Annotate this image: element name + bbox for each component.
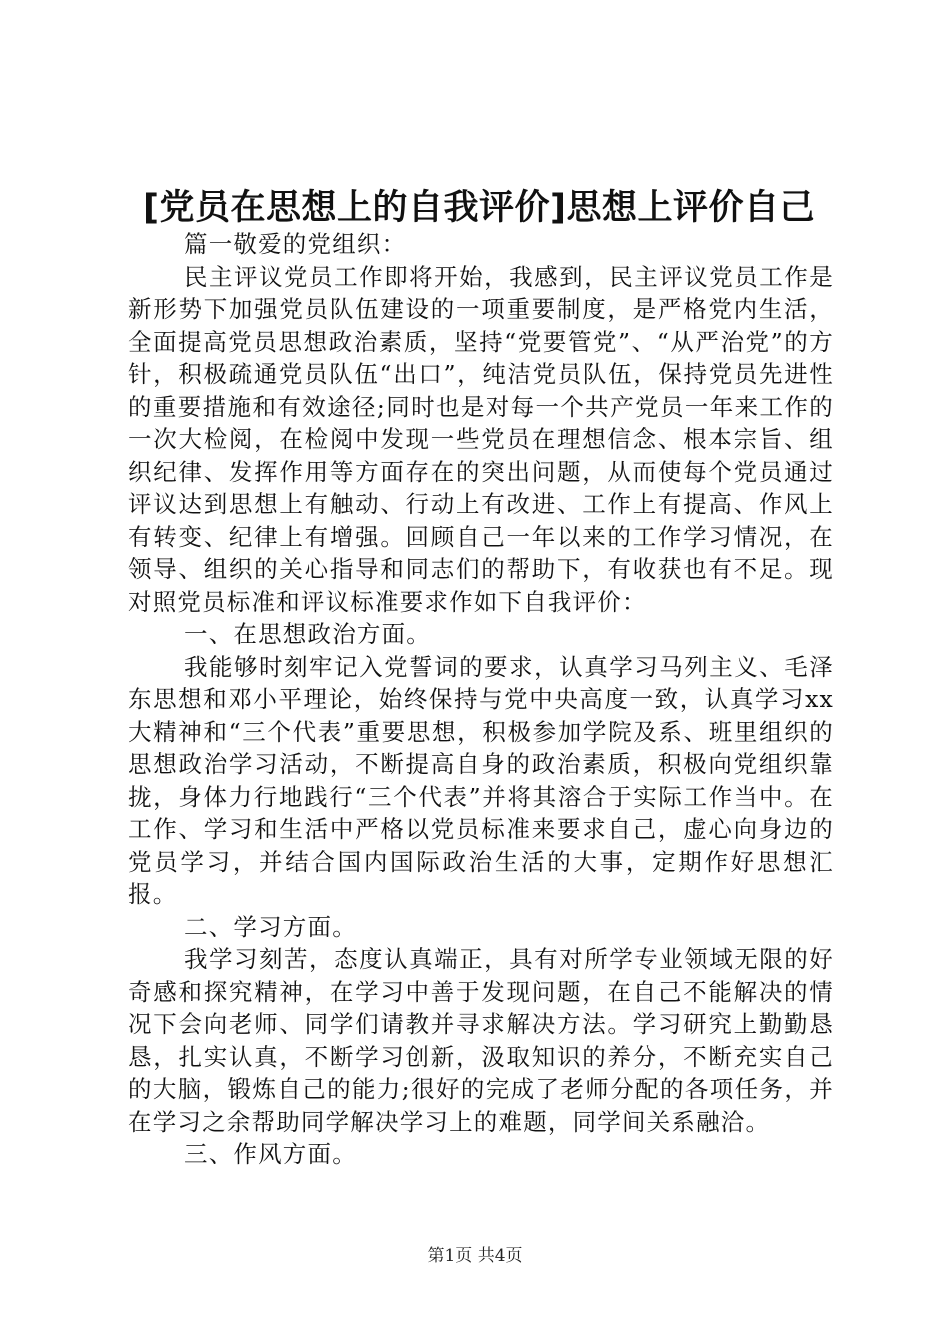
study-paragraph: 我学习刻苦，态度认真端正，具有对所学专业领域无限的好奇感和探究精神，在学习中善于发现问题，在自己不能解决的情况下会向老师、同学们请教并寻求解决方法。学习研究上勤勤恳恳，扎实认真，不断学习创新，汲取知识的养分，不断充实自己的大脑，锻炼自己的能力;很好的完成了老师分配的各项任务，并在学习之余帮助同学解决学习上的难题，同学间关系融洽。 — [128, 945, 834, 1136]
salutation-paragraph: 篇一敬爱的党组织： — [184, 230, 407, 258]
section-heading-study: 二、学习方面。 — [184, 912, 357, 941]
document-body — [128, 228, 834, 1171]
section-heading-style: 三、作风方面。 — [184, 1140, 357, 1168]
political-paragraph: 我能够时刻牢记入党誓词的要求，认真学习马列主义、毛泽东思想和邓小平理论，始终保持与党中央高度一致，认真学习xx大精神和“三个代表”重要思想，积极参加学院及系、班里组织的思想政治学习活动，不断提高自身的政治素质，积极向党组织靠拢，身体力行地践行“三个代表”并将其溶合于实际工作当中。在工作、学习和生活中严格以党员标准来要求自己，虚心向身边的党员学习，并结合国内国际政治生活的大事，定期作好思想汇报。 — [128, 652, 834, 908]
intro-paragraph: 民主评议党员工作即将开始，我感到，民主评议党员工作是新形势下加强党员队伍建设的一项重要制度，是严格党内生活，全面提高党员思想政治素质，坚持“党要管党”、“从严治党”的方针，积极疏通党员队伍“出口”，纯洁党员队伍，保持党员先进性的重要措施和有效途径;同时也是对每一个共产党员一年来工作的一次大检阅，在检阅中发现一些党员在理想信念、根本宗旨、组织纪律、发挥作用等方面存在的突出问题，从而使每个党员通过评议达到思想上有触动、行动上有改进、工作上有提高、作风上有转变、纪律上有增强。回顾自己一年以来的工作学习情况，在领导、组织的关心指导和同志们的帮助下，有收获也有不足。现对照党员标准和评议标准要求作如下自我评价： — [128, 262, 834, 616]
document-title: [党员在思想上的自我评价]思想上评价自己 — [143, 188, 815, 228]
page-number-footer: 第1页 共4页 — [427, 1246, 523, 1266]
section-heading-political: 一、在思想政治方面。 — [184, 620, 431, 648]
